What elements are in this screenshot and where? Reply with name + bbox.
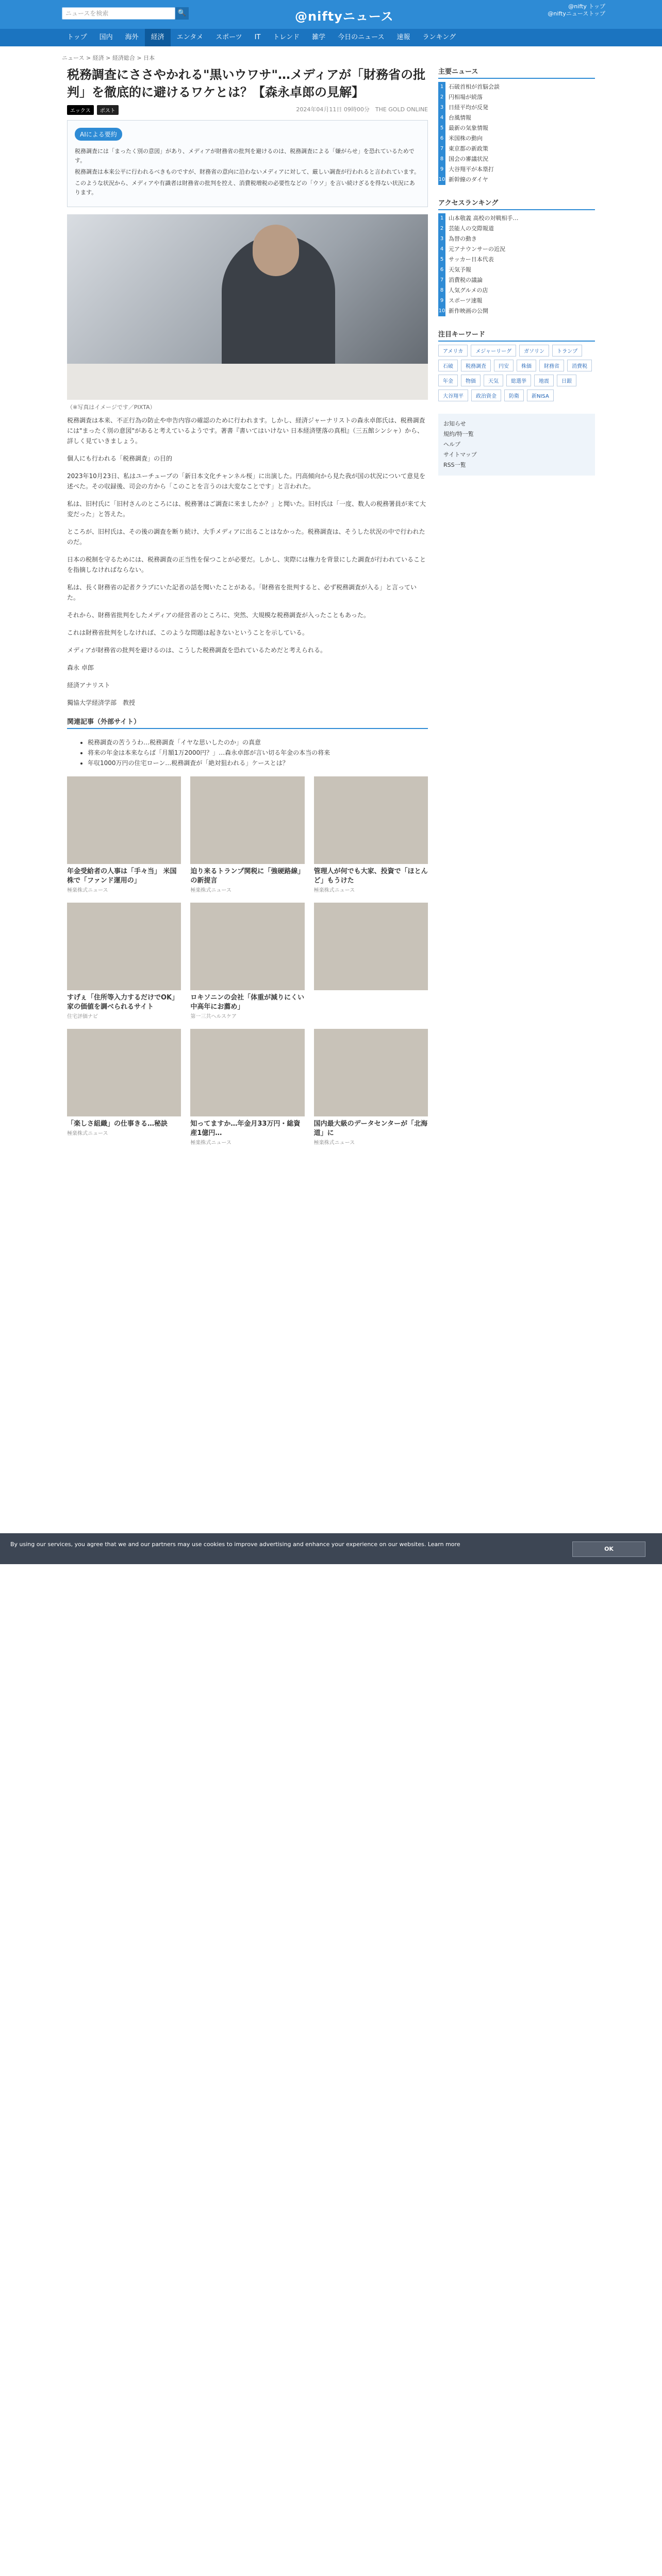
keyword-tag[interactable]: 新NISA — [527, 389, 554, 401]
rank-item[interactable] — [438, 213, 595, 224]
keyword-tag[interactable]: 総選挙 — [506, 375, 531, 386]
article-body — [67, 415, 428, 655]
rank-text: 大谷翔平が本塁打 — [449, 166, 494, 173]
access-ranking-list — [438, 213, 595, 316]
rank-item[interactable] — [438, 175, 595, 185]
rank-number: 6 — [438, 265, 445, 275]
rank-item[interactable] — [438, 164, 595, 175]
article-paragraph: 私は、旧村氏に「旧村さんのところには、税務署はご調査に来ましたか？」と聞いた。旧村氏は「一度、数人の税務署員が来て大変だった」と答えた。 — [67, 500, 426, 518]
rank-number: 2 — [438, 224, 445, 234]
author-title: 経済アナリスト — [67, 682, 110, 689]
rank-text: 元アナウンサーの近況 — [449, 246, 505, 252]
author-org: 獨協大学経済学部 教授 — [67, 699, 136, 706]
rank-text: スポーツ速報 — [449, 297, 483, 304]
ad-sponsor: 極楽株式ニュース — [67, 1131, 108, 1137]
rank-item[interactable] — [438, 296, 595, 306]
rank-number: 3 — [438, 103, 445, 113]
rank-number: 10 — [438, 175, 445, 185]
ad-image — [314, 1029, 428, 1116]
related-item[interactable]: • 年収1000万円の住宅ローン…税務調査が「絶対狙われる」ケースとは？ — [88, 758, 428, 768]
ad-image — [190, 776, 304, 864]
keyword-tag[interactable]: アメリカ — [438, 345, 468, 357]
nav-item[interactable]: ランキング — [422, 33, 456, 41]
keyword-list — [438, 345, 595, 401]
rank-text: 東京都の新政策 — [449, 145, 488, 152]
footer-link[interactable]: RSS一覧 — [443, 462, 466, 468]
ad-sponsor: 住宅評価ナビ — [67, 1014, 98, 1020]
rank-number: 6 — [438, 133, 445, 144]
nav-item[interactable]: トップ — [67, 33, 87, 41]
ad-image — [67, 903, 181, 990]
top-links[interactable]: @nifty トップ @niftyニューストップ — [548, 3, 605, 17]
ad-image — [314, 903, 428, 990]
article — [67, 66, 428, 1146]
top-header — [0, 0, 662, 29]
ai-summary — [67, 120, 428, 207]
keyword-title: 注目キーワード — [438, 329, 595, 342]
rank-item[interactable] — [438, 92, 595, 103]
rank-item[interactable] — [438, 144, 595, 154]
rank-number: 1 — [438, 213, 445, 224]
ad-title: 国内最大級のデータセンターが「北海道」に — [313, 1120, 428, 1137]
nav-item[interactable]: 経済 — [145, 29, 171, 46]
ad-card[interactable] — [314, 903, 428, 1020]
nav-item[interactable]: IT — [254, 33, 261, 41]
rank-number: 8 — [438, 285, 445, 296]
cookie-text: By using our services, you agree that we and our partners may use cookies to improve advertising and enhance your experience on our websites. Learn more — [10, 1541, 460, 1548]
summary-item: 税務調査は本来公平に行われるべきものですが、財務省の意向に沿わないメディアに対して、厳しい調査が行われると言われています。 — [75, 168, 420, 175]
rank-text: 芸能人の交際報道 — [449, 225, 494, 232]
nav-item[interactable]: 雑学 — [312, 33, 326, 41]
author-name: 森永 卓郎 — [67, 664, 94, 671]
photo-head — [253, 225, 299, 276]
search-icon[interactable]: 🔍 — [175, 7, 189, 20]
keyword-tag[interactable]: 日銀 — [557, 375, 576, 386]
ai-summary-label: AIによる要約 — [75, 128, 122, 141]
ad-title: 知ってますか…年金月33万円・総資産1億円… — [190, 1120, 301, 1137]
ad-sponsor: 極楽株式ニュース — [313, 1140, 355, 1146]
news-title: 主要ニュース — [438, 66, 595, 79]
footer-link[interactable]: お知らせ — [443, 420, 466, 427]
footer-link[interactable]: サイトマップ — [443, 451, 477, 458]
rank-item[interactable] — [438, 306, 595, 316]
breadcrumb: ニュース > 経済 > 経済総合 > 日本 — [62, 55, 155, 61]
rank-item[interactable] — [438, 133, 595, 144]
ad-title: 管理人が何でも大家、投資で「ほとんど」もうけた — [313, 868, 428, 885]
rank-item[interactable] — [438, 154, 595, 164]
rank-item[interactable] — [438, 265, 595, 275]
rank-number: 4 — [438, 244, 445, 255]
rank-item[interactable] — [438, 285, 595, 296]
article-paragraph: メディアが財務省の批判を避けるのは、こうした税務調査を恐れているためだと考えられる。 — [67, 647, 327, 654]
keyword-tag[interactable]: トランプ — [552, 345, 582, 357]
nav-item[interactable]: 速報 — [396, 33, 410, 41]
article-paragraph: 日本の税制を守るためには、税務調査の正当性を保つことが必要だ。しかし、実際には権力を背景にした調査が行われていることを指摘しなければならない。 — [67, 556, 426, 573]
related-item[interactable]: • 税務調査の苦ううわ…税務調査「イヤな思いしたのか」の真意 — [88, 737, 428, 748]
rank-item[interactable] — [438, 244, 595, 255]
summary-item: このような状況から、メディアや有識者は財務省の批判を控え、消費税増税の必要性などの「ウソ」を言い続けざるを得ない状況にあります。 — [75, 180, 415, 196]
main-nav — [0, 29, 662, 46]
nav-item[interactable]: 国内 — [99, 33, 113, 41]
keyword-tag[interactable]: 地震 — [534, 375, 554, 386]
sns-buttons — [67, 105, 119, 115]
rank-number: 7 — [438, 275, 445, 285]
rank-number: 3 — [438, 234, 445, 244]
keyword-tag[interactable]: 石破 — [438, 360, 458, 371]
keyword-tag[interactable]: 税務調査 — [461, 360, 491, 371]
ad-sponsor: 極楽株式ニュース — [190, 888, 231, 893]
article-paragraph: 2023年10月23日、私はユーチューブの「新日本文化チャンネル桜」に出演した。円高傾向から見た我が国の状況について意見を述べた。その収録後、司会の方から「このことを言うのは大変なことです」と言われた。 — [67, 472, 426, 490]
rank-text: 国会の審議状況 — [449, 156, 488, 162]
rank-text: 台風情報 — [449, 114, 471, 121]
ad-title: ロキソニンの会社「体重が減りにくい中高年にお薦め」 — [190, 994, 305, 1011]
related-list — [67, 737, 428, 768]
related-title: 関連記事（外部サイト） — [67, 716, 428, 729]
author-block — [67, 663, 428, 708]
article-source[interactable]: THE GOLD ONLINE — [375, 106, 428, 113]
footer-link[interactable]: ヘルプ — [443, 441, 460, 448]
rank-item[interactable] — [438, 103, 595, 113]
rank-text: 為替の動き — [449, 235, 477, 242]
ad-sponsor: 極楽株式ニュース — [190, 1140, 231, 1146]
rank-text: 最新の気象情報 — [449, 125, 488, 131]
ad-sponsor: 極楽株式ニュース — [313, 888, 355, 893]
rank-item[interactable] — [438, 234, 595, 244]
related-item[interactable]: • 将来の年金は本来ならば「月額1万2000円？」…森永卓郎が言い切る年金の本当の将来 — [88, 748, 428, 758]
keyword-tag[interactable]: ガソリン — [519, 345, 549, 357]
nav-item[interactable]: 海外 — [125, 33, 139, 41]
rank-text: 円相場が続落 — [449, 94, 483, 100]
rank-number: 8 — [438, 154, 445, 164]
photo-desk — [67, 364, 428, 400]
rank-number: 10 — [438, 306, 445, 316]
sidebar — [438, 66, 595, 476]
rank-number: 1 — [438, 82, 445, 92]
ad-card[interactable] — [190, 1029, 304, 1146]
site-logo[interactable]: @niftyニュース — [295, 9, 394, 24]
ad-title: 「楽しさ組織」の仕事きる…秘訣 — [67, 1120, 168, 1128]
rank-item[interactable] — [438, 123, 595, 133]
ad-card[interactable] — [190, 776, 304, 893]
ad-card[interactable] — [314, 776, 428, 893]
rank-number: 5 — [438, 123, 445, 133]
ad-title: すげぇ「住所等入力するだけでOK」家の価値を調べられるサイト — [67, 994, 179, 1011]
access-ranking-title: アクセスランキング — [438, 197, 595, 210]
article-paragraph: これは財務省批判をしなければ、このような問題は起きないということを示している。 — [67, 629, 309, 636]
rank-number: 9 — [438, 296, 445, 306]
ad-grid — [67, 776, 428, 1146]
ad-card[interactable] — [314, 1029, 428, 1146]
rank-text: 天気予報 — [449, 266, 471, 273]
article-photo — [67, 214, 428, 400]
article-title: 税務調査にささやかれる"黒いウワサ"…メディアが「財務省の批判」を徹底的に避けるワケとは？【森永卓郎の見解】 — [67, 67, 426, 99]
keyword-tag[interactable]: 財務省 — [539, 360, 564, 371]
rank-text: 新幹線のダイヤ — [449, 176, 488, 183]
keyword-tag[interactable]: 株価 — [517, 360, 536, 371]
ad-image — [314, 776, 428, 864]
keyword-tag[interactable]: 政治資金 — [471, 389, 501, 401]
cookie-ok-button[interactable]: OK — [572, 1541, 646, 1557]
nav-item[interactable]: スポーツ — [216, 33, 242, 41]
rank-text: 山本敬義 高校の対戦相手… — [449, 215, 519, 222]
keyword-tag[interactable]: 防衛 — [504, 389, 524, 401]
article-paragraph: 私は、長く財務省の記者クラブにいた記者の話を聞いたことがある。「財務省を批判すると、必ず税務調査が入る」と言っていた。 — [67, 584, 417, 601]
nav-item[interactable]: エンタメ — [176, 33, 204, 41]
article-date: 2024年04月11日 09時00分 — [296, 106, 370, 113]
ad-image — [190, 1029, 304, 1116]
rank-text: 消費税の議論 — [449, 277, 483, 283]
rank-number: 9 — [438, 164, 445, 175]
keyword-tag[interactable]: メジャーリーグ — [471, 345, 516, 357]
rank-text: 新作映画の公開 — [449, 308, 488, 314]
keyword-tag[interactable]: 大谷翔平 — [438, 389, 468, 401]
footer-links — [438, 414, 595, 476]
nav-item[interactable]: 今日のニュース — [338, 33, 385, 41]
ad-image — [67, 776, 181, 864]
search-input[interactable]: ニュースを検索 — [62, 7, 175, 20]
article-paragraph: ところが、旧村氏は、その後の調査を断り続け、大手メディアに出ることはなかった。税務調査は、そうした状況の中で行われたのだ。 — [67, 528, 425, 546]
rank-item[interactable] — [438, 224, 595, 234]
news-list — [438, 82, 595, 185]
keyword-tag[interactable]: 年金 — [438, 375, 458, 386]
rank-text: 人気グルメの店 — [449, 287, 488, 294]
rank-text: 米国株の動向 — [449, 135, 483, 142]
footer-link[interactable]: 規約/特一覧 — [443, 431, 474, 437]
article-paragraph: 税務調査は本来、不正行為の防止や申告内容の確認のために行われます。しかし、経済ジャーナリストの森永卓郎氏は、税務調査には"まったく別の意図"があると考えているようです。著書『書いてはいけない 日本経済墜落の真相』（三五館シンシャ）から、詳しく見ていきましょう。 — [67, 417, 425, 445]
keyword-tag[interactable]: 天気 — [484, 375, 503, 386]
ad-image — [190, 903, 304, 990]
summary-item: 税務調査には「まったく別の意図」があり、メディアが財務省の批判を避けるのは、税務調査による「嫌がらせ」を恐れているためです。 — [75, 148, 415, 164]
article-meta — [67, 105, 428, 115]
article-paragraph: それから、財務省批判をしたメディアの経営者のところに、突然、大規模な税務調査が入ったこともあった。 — [67, 612, 370, 619]
rank-text: 石破首相が首脳会談 — [449, 83, 500, 90]
photo-caption: （※写真はイメージです／PIXTA） — [67, 404, 156, 411]
rank-item[interactable] — [438, 82, 595, 92]
ad-card[interactable] — [67, 903, 181, 1020]
ad-card[interactable] — [67, 776, 181, 893]
ad-title: 年金受給者の人事は「手々当」 米国株で「ファンド運用の」 — [67, 868, 177, 885]
cookie-banner — [0, 1533, 662, 1564]
rank-number: 4 — [438, 113, 445, 123]
ad-card[interactable] — [67, 1029, 181, 1146]
ad-title: 迫り来るトランプ関税に「強硬路線」の新提言 — [190, 868, 305, 885]
rank-text: 日経平均が反発 — [449, 104, 488, 111]
ad-sponsor: 極楽株式ニュース — [67, 888, 108, 893]
share-post-button[interactable]: ポスト — [97, 105, 119, 115]
rank-item[interactable] — [438, 255, 595, 265]
article-paragraph: 個人にも行われる「税務調査」の目的 — [67, 455, 173, 462]
rank-number: 2 — [438, 92, 445, 103]
nav-item[interactable]: トレンド — [273, 33, 300, 41]
keyword-tag[interactable]: 物価 — [461, 375, 481, 386]
keyword-tag[interactable]: 消費税 — [567, 360, 592, 371]
ad-image — [67, 1029, 181, 1116]
ad-card[interactable] — [190, 903, 304, 1020]
rank-item[interactable] — [438, 113, 595, 123]
ad-sponsor: 第一三共ヘルスケア — [190, 1014, 237, 1020]
rank-number: 5 — [438, 255, 445, 265]
rank-text: サッカー日本代表 — [449, 256, 494, 263]
share-x-button[interactable]: エックス — [67, 105, 94, 115]
rank-number: 7 — [438, 144, 445, 154]
keyword-tag[interactable]: 円安 — [494, 360, 514, 371]
rank-item[interactable] — [438, 275, 595, 285]
